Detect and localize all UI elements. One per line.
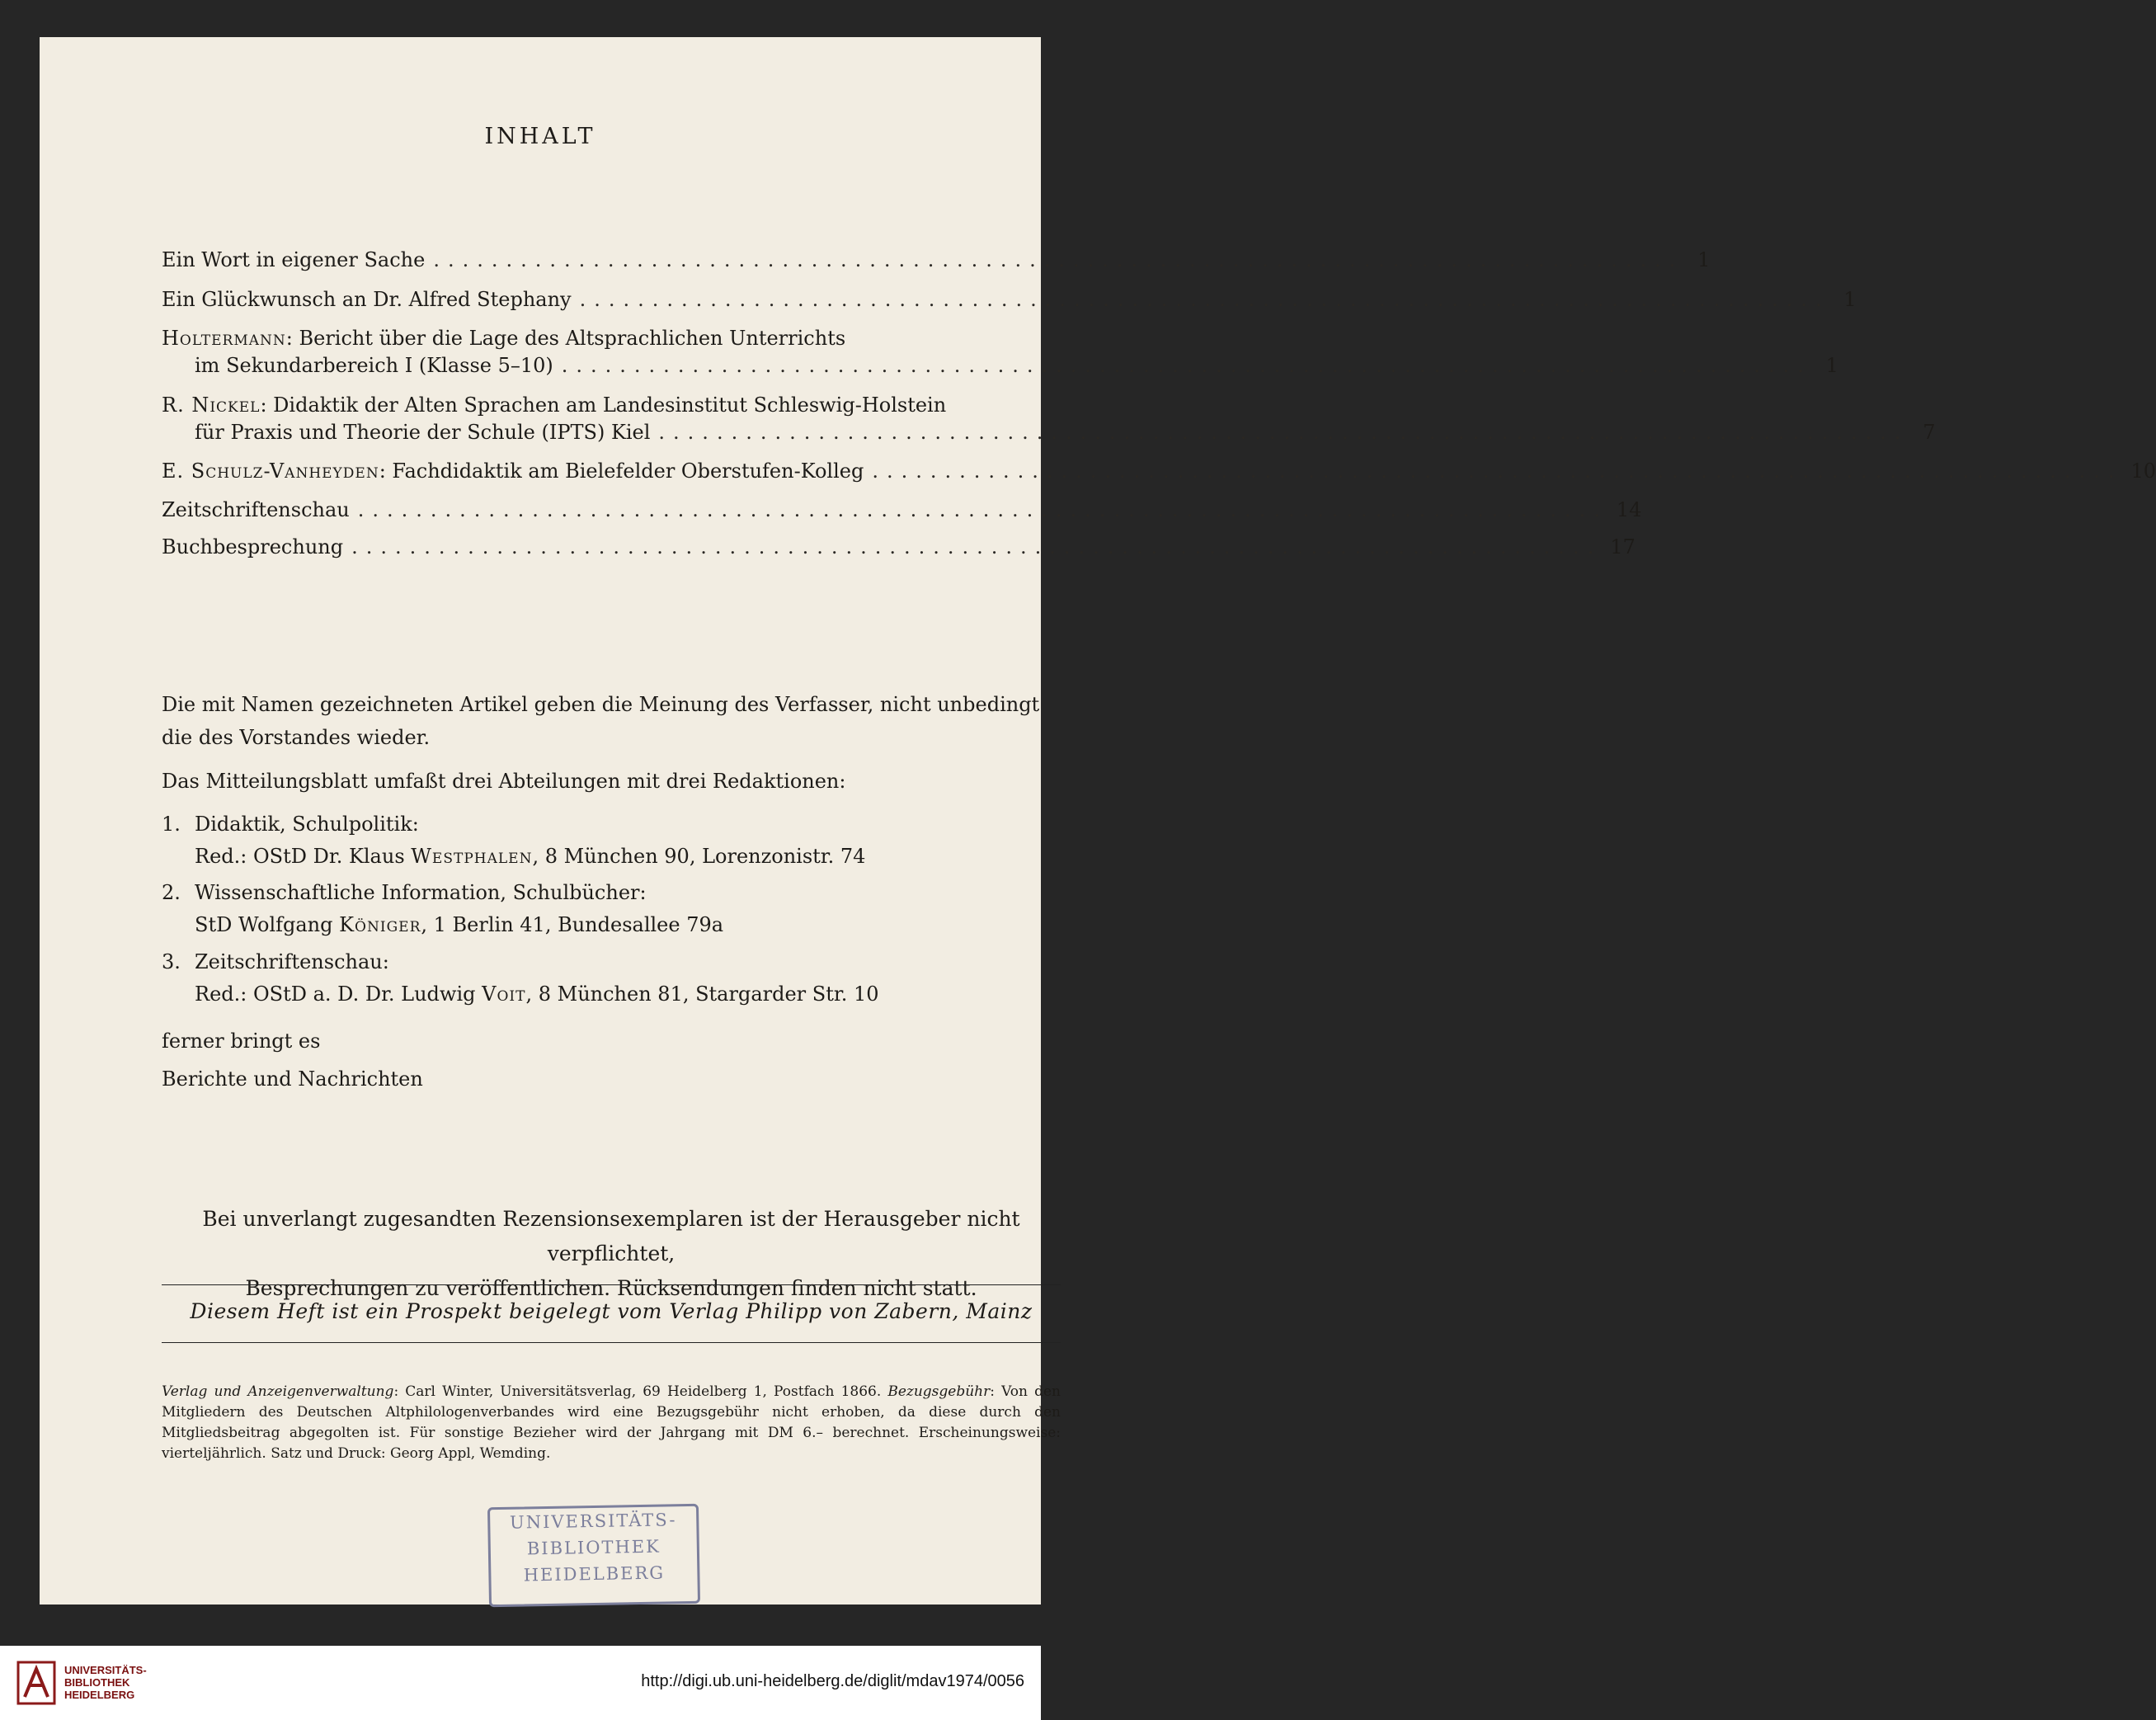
toc-page-number: 7 — [1923, 421, 1936, 444]
toc-leader: ...................................................................................... — [561, 354, 1812, 377]
department-title: Didaktik, Schulpolitik: — [195, 813, 419, 836]
library-stamp — [487, 1504, 700, 1607]
logo-line: HEIDELBERG — [64, 1689, 135, 1701]
toc-author: R. Nickel — [162, 393, 261, 417]
toc-leader: ...................................................................................... — [351, 535, 1603, 558]
toc-page-number: 1 — [1697, 248, 1711, 271]
toc-entry-title-cont: für Praxis und Theorie der Schule (IPTS) Kiel — [195, 421, 651, 444]
department-number: 2. — [162, 881, 181, 904]
stamp-line: BIBLIOTHEK — [526, 1536, 661, 1559]
toc-leader: ...................................................................................... — [658, 421, 1909, 444]
disclaimer-line: Die mit Namen gezeichneten Artikel geben die Meinung des Verfasser, nicht unbedingt — [162, 693, 1040, 716]
editor-address: , 1 Berlin 41, Bundesallee 79a — [421, 913, 724, 936]
logo-line: UNIVERSITÄTS- — [64, 1664, 147, 1676]
logo-line: BIBLIOTHEK — [64, 1676, 130, 1689]
toc-author: Holtermann — [162, 327, 286, 350]
departments-intro: Das Mitteilungsblatt umfaßt drei Abteilungen mit drei Redaktionen: — [162, 770, 846, 793]
department-editor — [195, 909, 1061, 940]
imprint-text: : Carl Winter, Universitätsverlag, 69 Heidelberg 1, Postfach 1866. — [393, 1383, 888, 1400]
editor-prefix: Red.: OStD a. D. Dr. Ludwig — [195, 983, 483, 1006]
department-editor — [195, 978, 1061, 1010]
scanned-page — [40, 37, 2156, 1605]
library-logo-icon[interactable] — [16, 1661, 56, 1705]
disclaimer-line: die des Vorstandes wieder. — [162, 726, 431, 749]
library-logo-text[interactable] — [64, 1664, 147, 1701]
notice-line: Bei unverlangt zugesandten Rezensionsexemplaren ist der Herausgeber nicht verpflichtet, — [202, 1207, 1020, 1265]
department-item — [162, 877, 1061, 908]
toc-entry-continuation — [195, 351, 1838, 380]
editor-address: , 8 München 81, Stargarder Str. 10 — [525, 983, 879, 1006]
toc-author: E. Schulz-Vanheyden — [162, 459, 379, 483]
department-title: Wissenschaftliche Information, Schulbücher: — [195, 881, 647, 904]
toc-entry-continuation — [195, 417, 1936, 447]
imprint-text: : Von den Mitgliedern des Deutschen Altphilologenverbandes wird eine Bezugsgebühr nicht erhoben, da diese durch den Mitgliedsbeitrag abgegolten ist. Für sonstige Bezieher wird der Jahrgang mit DM 6.– berechnet. Erscheinungsweise: vierteljährlich. Satz und Druck: Georg Appl, Wemding. — [162, 1383, 1061, 1462]
further-line: Berichte und Nachrichten — [162, 1067, 423, 1091]
imprint-label: Bezugsgebühr — [887, 1383, 991, 1400]
toc-page-number: 1 — [1825, 354, 1838, 377]
notice-line: Besprechungen zu veröffentlichen. Rücksendungen finden nicht statt. — [245, 1276, 977, 1300]
department-item — [162, 946, 1061, 978]
toc-entry-title: Buchbesprechung — [162, 535, 344, 558]
divider — [162, 1342, 1061, 1343]
toc-entry — [162, 323, 1061, 353]
toc-leader: ...................................................................................... — [872, 459, 2123, 483]
editor-prefix: StD Wolfgang — [195, 913, 340, 936]
page-heading: INHALT — [484, 124, 596, 149]
department-item — [162, 808, 1061, 840]
toc-entry-title: : Didaktik der Alten Sprachen am Landesinstitut Schleswig-Holstein — [260, 393, 947, 417]
permalink-url[interactable]: http://digi.ub.uni-heidelberg.de/diglit/mdav1974/0056 — [641, 1672, 1024, 1690]
toc-entry-title: Ein Glückwunsch an Dr. Alfred Stephany — [162, 288, 572, 311]
imprint — [162, 1382, 1061, 1464]
department-title: Zeitschriftenschau: — [195, 950, 389, 973]
toc-entry — [162, 532, 1636, 562]
toc-page-number: 14 — [1616, 498, 1642, 521]
toc-page-number: 1 — [1843, 288, 1857, 311]
toc-entry — [162, 495, 1642, 525]
toc-leader: ...................................................................................... — [357, 498, 1608, 521]
toc-entry-title: : Fachdidaktik am Bielefelder Oberstufen-Kolleg — [379, 459, 864, 483]
toc-page-number: 10 — [2130, 459, 2156, 483]
stamp-line: UNIVERSITÄTS- — [509, 1510, 677, 1533]
stamp-line: HEIDELBERG — [523, 1562, 666, 1586]
review-notice — [162, 1202, 1061, 1306]
toc-entry — [162, 390, 1061, 420]
toc-entry-title: : Bericht über die Lage des Altsprachlichen Unterrichts — [285, 327, 846, 350]
insert-note: Diesem Heft ist ein Prospekt beigelegt vom Verlag Philipp von Zabern, Mainz — [190, 1299, 1033, 1323]
department-editor — [195, 841, 1061, 872]
toc-entry — [162, 285, 1857, 314]
editor-name: Voit — [482, 983, 526, 1006]
editor-name: Westphalen — [411, 845, 533, 868]
toc-leader: ...................................................................................... — [579, 288, 1830, 311]
imprint-label: Verlag und Anzeigenverwaltung — [162, 1383, 394, 1400]
toc-entry — [162, 456, 2156, 486]
editor-address: , 8 München 90, Lorenzonistr. 74 — [532, 845, 866, 868]
divider — [162, 1284, 1061, 1285]
toc-entry-title: Ein Wort in eigener Sache — [162, 248, 426, 271]
department-number: 1. — [162, 813, 181, 836]
department-number: 3. — [162, 950, 181, 973]
toc-entry — [162, 245, 1711, 275]
toc-entry-title: Zeitschriftenschau — [162, 498, 350, 521]
toc-page-number: 17 — [1610, 535, 1636, 558]
toc-entry-title-cont: im Sekundarbereich I (Klasse 5–10) — [195, 354, 553, 377]
viewer-footer — [0, 1646, 1041, 1720]
editor-name: Königer — [339, 913, 421, 936]
further-line: ferner bringt es — [162, 1030, 321, 1053]
editor-prefix: Red.: OStD Dr. Klaus — [195, 845, 412, 868]
toc-leader: ...................................................................................... — [433, 248, 1684, 271]
